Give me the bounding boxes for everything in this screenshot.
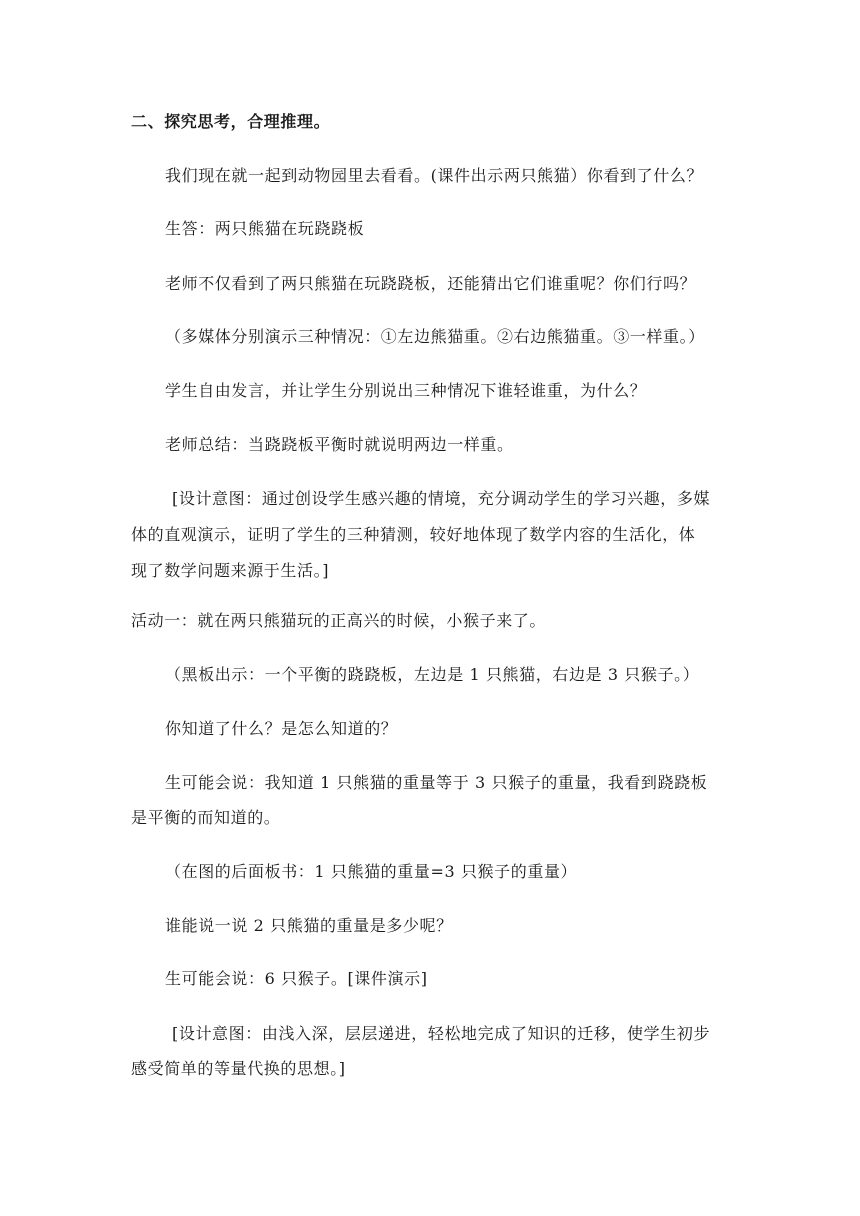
paragraph-line: 生可能会说：6 只猴子。[课件演示] [165, 969, 428, 988]
paragraph-line: 生可能会说：我知道 1 只熊猫的重量等于 3 只猴子的重量，我看到跷跷板 [165, 773, 708, 792]
design-intent-line: [设计意图：由浅入深，层层递进，轻松地完成了知识的迁移，使学生初步 [172, 1024, 711, 1043]
paragraph-line: 学生自由发言，并让学生分别说出三种情况下谁轻谁重，为什么？ [165, 381, 647, 400]
paragraph-line: 是平衡的而知道的。 [131, 808, 281, 827]
design-intent-line: 感受简单的等量代换的思想。] [131, 1059, 346, 1078]
paragraph-line: 我们现在就一起到动物园里去看看。(课件出示两只熊猫）你看到了什么？ [165, 166, 704, 185]
paragraph-line: （黑板出示：一个平衡的跷跷板，左边是 1 只熊猫，右边是 3 只猴子。） [165, 665, 700, 684]
paragraph-line: （在图的后面板书：1 只熊猫的重量=3 只猴子的重量） [165, 862, 578, 881]
paragraph-line: 老师不仅看到了两只熊猫在玩跷跷板，还能猜出它们谁重呢？你们行吗？ [165, 274, 697, 293]
paragraph-line: 谁能说一说 2 只熊猫的重量是多少呢？ [165, 916, 453, 935]
paragraph-line: 老师总结：当跷跷板平衡时就说明两边一样重。 [165, 435, 514, 454]
design-intent-line: 体的直观演示，证明了学生的三种猜测，较好地体现了数学内容的生活化，体 [131, 525, 696, 544]
design-intent-line: [设计意图：通过创设学生感兴趣的情境，充分调动学生的学习兴趣，多媒 [172, 489, 711, 508]
paragraph-line: 生答：两只熊猫在玩跷跷板 [165, 219, 365, 238]
paragraph-line: （多媒体分别演示三种情况：①左边熊猫重。②右边熊猫重。③一样重。） [165, 327, 705, 346]
paragraph-line: 你知道了什么？是怎么知道的？ [165, 719, 398, 738]
activity-line: 活动一：就在两只熊猫玩的正高兴的时候，小猴子来了。 [131, 611, 547, 630]
design-intent-line: 现了数学问题来源于生活。] [131, 561, 330, 580]
section-heading: 二、探究思考，合理推理。 [131, 112, 331, 131]
